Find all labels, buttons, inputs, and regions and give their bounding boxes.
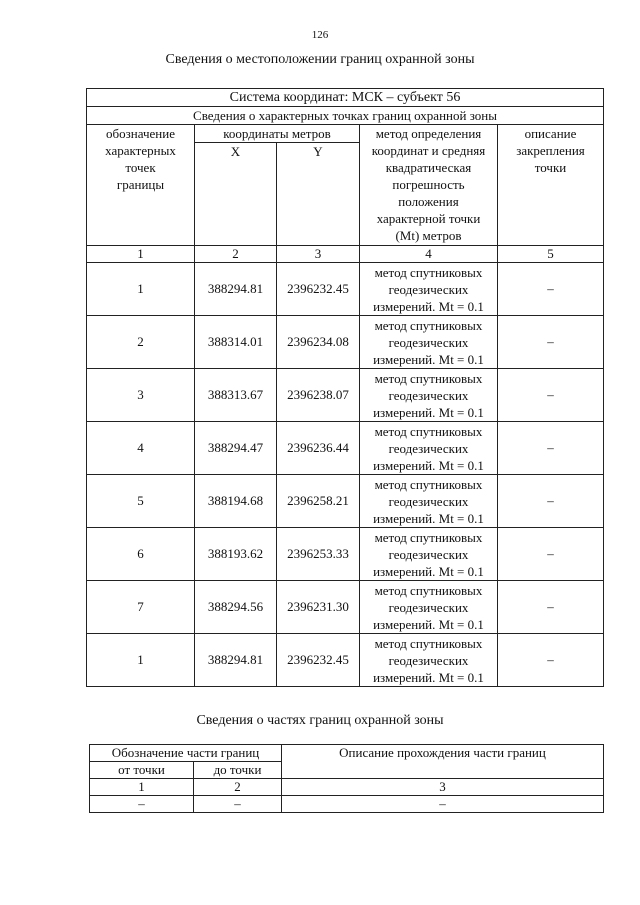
column-number: 2 xyxy=(194,779,282,796)
fixing-description: – xyxy=(498,263,604,316)
table-row xyxy=(87,634,604,687)
from-point-header: от точки xyxy=(90,762,194,779)
table-row xyxy=(87,475,604,528)
x-coordinate: 388294.81 xyxy=(195,634,277,687)
method-header: метод определения координат и средняя квадратическая погрешность положения характерной точки (Mt) метров xyxy=(360,125,498,246)
point-id: 4 xyxy=(87,422,195,475)
y-coordinate: 2396234.08 xyxy=(277,316,360,369)
point-id: 2 xyxy=(87,316,195,369)
boundary-points-table xyxy=(86,88,604,687)
fixing-description: – xyxy=(498,528,604,581)
column-number: 2 xyxy=(195,246,277,263)
table-row xyxy=(87,581,604,634)
point-designation-header: обозначение характерных точек границы xyxy=(87,125,195,246)
x-coordinate: 388194.68 xyxy=(195,475,277,528)
fixing-description: – xyxy=(498,581,604,634)
y-coordinate: 2396253.33 xyxy=(277,528,360,581)
x-coordinate: 388314.01 xyxy=(195,316,277,369)
y-coordinate: 2396236.44 xyxy=(277,422,360,475)
x-coordinate: 388294.56 xyxy=(195,581,277,634)
column-number: 1 xyxy=(90,779,194,796)
point-id: 6 xyxy=(87,528,195,581)
from-point: – xyxy=(90,796,194,813)
point-id: 5 xyxy=(87,475,195,528)
fixing-description: – xyxy=(498,369,604,422)
table-row xyxy=(87,263,604,316)
point-id: 1 xyxy=(87,263,195,316)
coordinate-system-header: Система координат: МСК – субъект 56 xyxy=(87,89,604,107)
method-cell: метод спутниковых геодезических измерений. Mt = 0.1 xyxy=(360,634,498,687)
x-header: X xyxy=(195,143,277,246)
part-designation-header: Обозначение части границ xyxy=(90,745,282,762)
y-header: Y xyxy=(277,143,360,246)
table-row xyxy=(87,528,604,581)
method-cell: метод спутниковых геодезических измерений. Mt = 0.1 xyxy=(360,475,498,528)
method-cell: метод спутниковых геодезических измерений. Mt = 0.1 xyxy=(360,263,498,316)
fixing-description: – xyxy=(498,475,604,528)
column-number: 4 xyxy=(360,246,498,263)
part-description-header: Описание прохождения части границ xyxy=(282,745,604,779)
fixing-description: – xyxy=(498,634,604,687)
page-title: Сведения о местоположении границ охранной зоны xyxy=(165,52,475,67)
point-id: 1 xyxy=(87,634,195,687)
x-coordinate: 388294.47 xyxy=(195,422,277,475)
x-coordinate: 388193.62 xyxy=(195,528,277,581)
column-number: 3 xyxy=(282,779,604,796)
table-row xyxy=(87,422,604,475)
to-point: – xyxy=(194,796,282,813)
y-coordinate: 2396232.45 xyxy=(277,263,360,316)
column-number: 5 xyxy=(498,246,604,263)
method-cell: метод спутниковых геодезических измерений. Mt = 0.1 xyxy=(360,369,498,422)
column-number: 1 xyxy=(87,246,195,263)
boundary-parts-table xyxy=(89,744,604,813)
x-coordinate: 388294.81 xyxy=(195,263,277,316)
table-row xyxy=(87,369,604,422)
method-cell: метод спутниковых геодезических измерений. Mt = 0.1 xyxy=(360,316,498,369)
to-point-header: до точки xyxy=(194,762,282,779)
y-coordinate: 2396258.21 xyxy=(277,475,360,528)
part-description: – xyxy=(282,796,604,813)
points-table-subtitle: Сведения о характерных точках границ охранной зоны xyxy=(87,107,604,125)
method-cell: метод спутниковых геодезических измерений. Mt = 0.1 xyxy=(360,581,498,634)
table-row xyxy=(87,316,604,369)
fixing-description: – xyxy=(498,316,604,369)
method-cell: метод спутниковых геодезических измерений. Mt = 0.1 xyxy=(360,422,498,475)
table-row xyxy=(90,796,604,813)
coordinates-header: координаты метров xyxy=(195,125,360,143)
fixing-description-header: описание закрепления точки xyxy=(498,125,604,246)
fixing-description: – xyxy=(498,422,604,475)
x-coordinate: 388313.67 xyxy=(195,369,277,422)
y-coordinate: 2396238.07 xyxy=(277,369,360,422)
page-number: 126 xyxy=(311,29,329,41)
method-cell: метод спутниковых геодезических измерений. Mt = 0.1 xyxy=(360,528,498,581)
y-coordinate: 2396232.45 xyxy=(277,634,360,687)
y-coordinate: 2396231.30 xyxy=(277,581,360,634)
column-number: 3 xyxy=(277,246,360,263)
boundary-parts-title: Сведения о частях границ охранной зоны xyxy=(196,713,444,728)
point-id: 7 xyxy=(87,581,195,634)
point-id: 3 xyxy=(87,369,195,422)
